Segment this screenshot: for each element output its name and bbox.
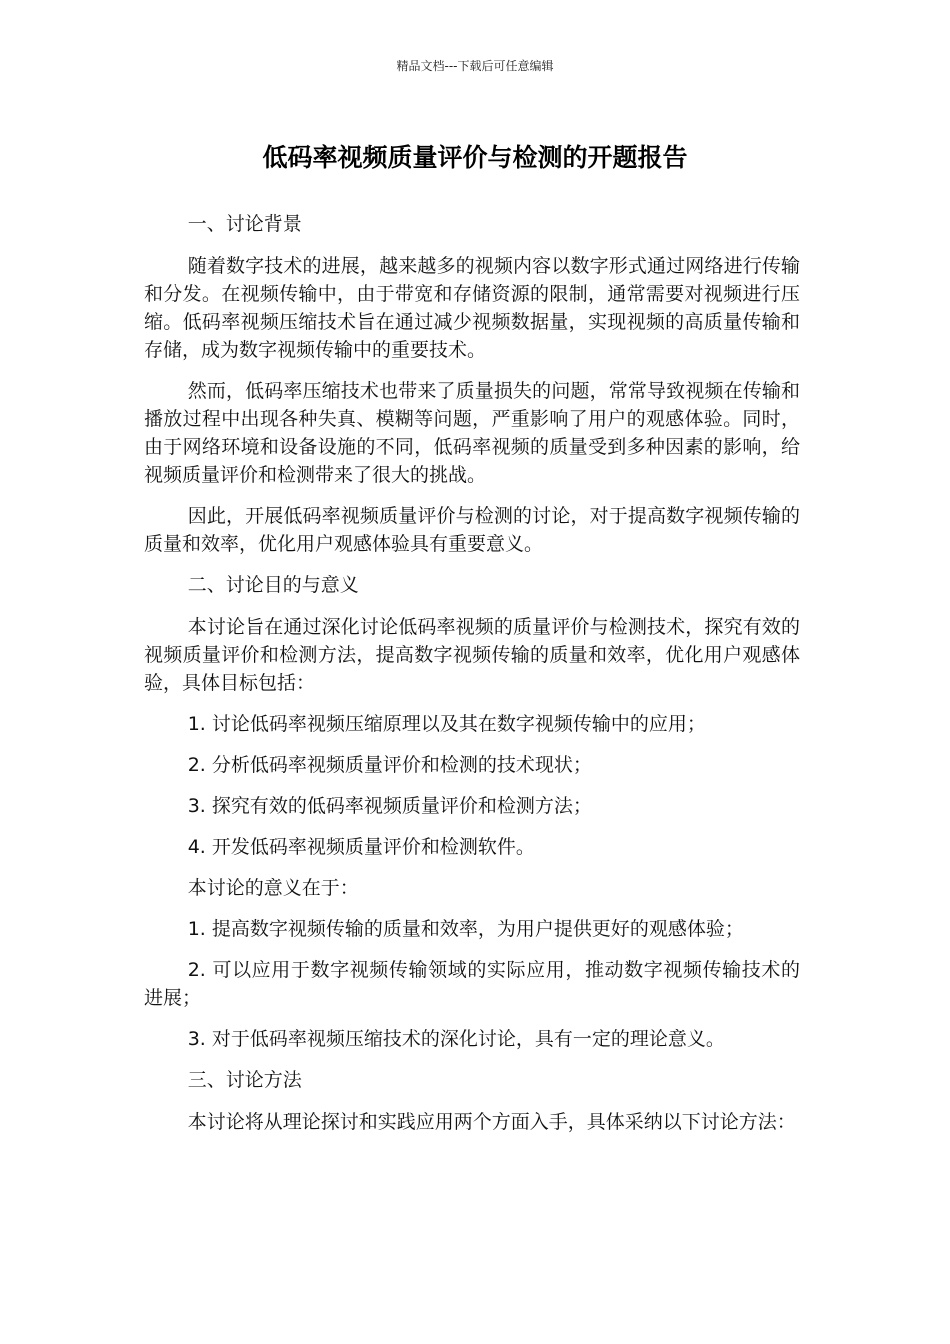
list-item: 3. 探究有效的低码率视频质量评价和检测方法；	[187, 795, 592, 817]
body-paragraph: 本讨论旨在通过深化讨论低码率视频的质量评价与检测技术，探究有效的视频质量评价和检测方法，提高数字视频传输的质量和效率，优化用户观感体验，具体目标包括：	[144, 616, 800, 694]
list-item: 1. 讨论低码率视频压缩原理以及其在数字视频传输中的应用；	[187, 713, 706, 735]
list-item: 2. 可以应用于数字视频传输领域的实际应用，推动数字视频传输技术的进展；	[144, 959, 800, 1009]
list-item: 3. 对于低码率视频压缩技术的深化讨论，具有一定的理论意义。	[187, 1028, 725, 1050]
document-title: 低码率视频质量评价与检测的开题报告	[262, 143, 688, 172]
section-heading: 一、讨论背景	[187, 213, 302, 235]
page-header-note: 精品文档---下载后可任意编辑	[396, 59, 554, 73]
body-paragraph: 本讨论的意义在于：	[187, 877, 359, 899]
body-paragraph: 本讨论将从理论探讨和实践应用两个方面入手，具体采纳以下讨论方法：	[187, 1111, 796, 1133]
body-paragraph: 随着数字技术的进展，越来越多的视频内容以数字形式通过网络进行传输和分发。在视频传输中，由于带宽和存储资源的限制，通常需要对视频进行压缩。低码率视频压缩技术旨在通过减少视频数据量，实现视频的高质量传输和存储，成为数字视频传输中的重要技术。	[144, 255, 800, 361]
section-heading: 二、讨论目的与意义	[187, 574, 359, 596]
document-body	[144, 210, 800, 1149]
section-heading: 三、讨论方法	[187, 1069, 302, 1091]
list-item: 4. 开发低码率视频质量评价和检测软件。	[187, 836, 535, 858]
body-paragraph: 然而，低码率压缩技术也带来了质量损失的问题，常常导致视频在传输和播放过程中出现各种失真、模糊等问题，严重影响了用户的观感体验。同时，由于网络环境和设备设施的不同，低码率视频的质量受到多种因素的影响，给视频质量评价和检测带来了很大的挑战。	[144, 380, 800, 486]
list-item: 2. 分析低码率视频质量评价和检测的技术现状；	[187, 754, 592, 776]
body-paragraph: 因此，开展低码率视频质量评价与检测的讨论，对于提高数字视频传输的质量和效率，优化用户观感体验具有重要意义。	[144, 505, 800, 555]
list-item: 1. 提高数字视频传输的质量和效率，为用户提供更好的观感体验；	[187, 918, 744, 940]
